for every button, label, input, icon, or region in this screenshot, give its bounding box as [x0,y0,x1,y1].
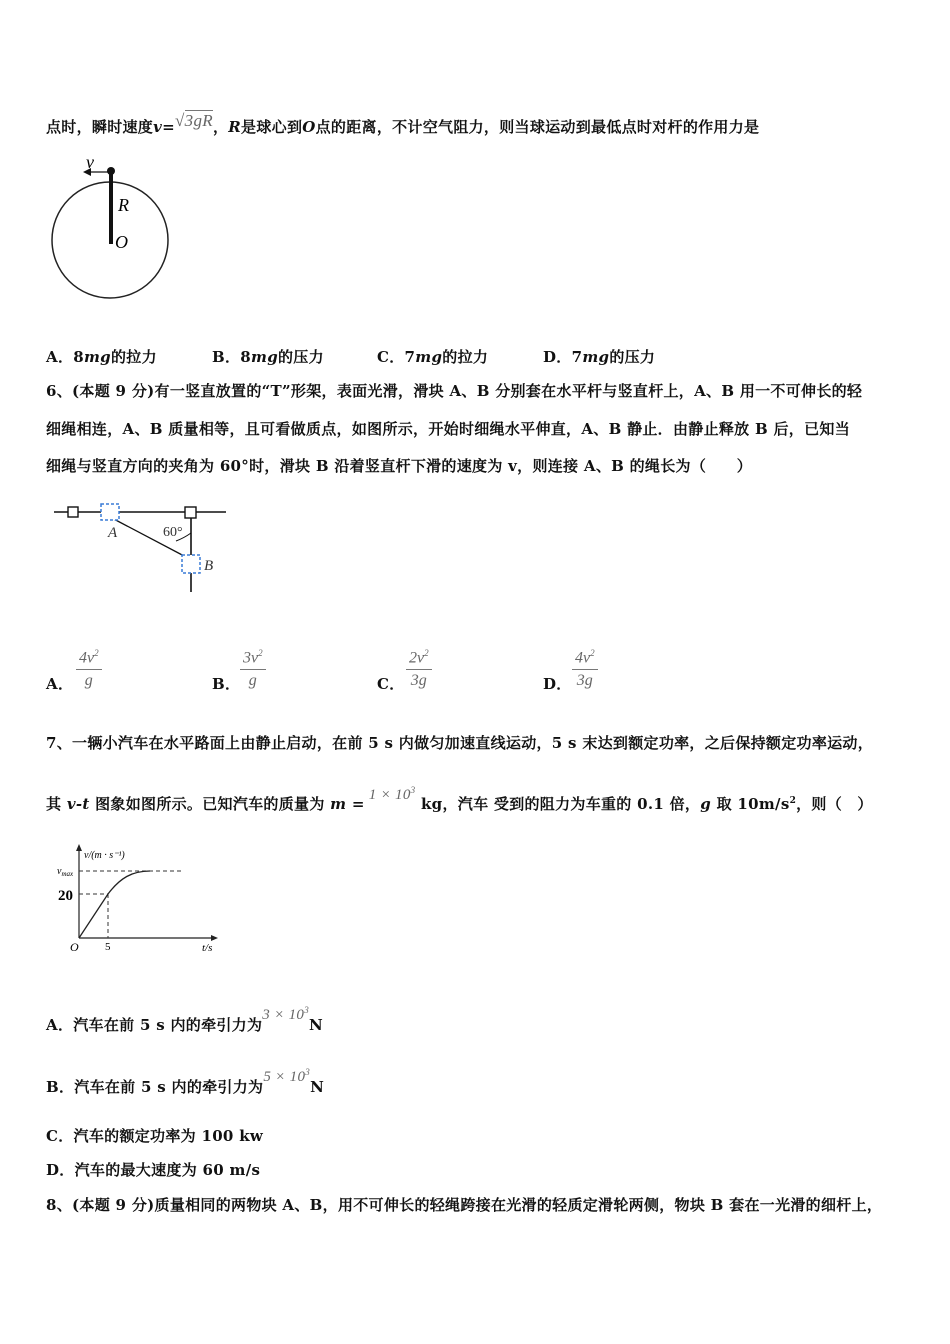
optB-value: $5 \times 10^3$ [263,1067,311,1085]
q8-stem-line1: 8、(本题 9 分)质量相同的两物块 A、B，用不可伸长的轻绳跨接在光滑的轻质定滑轮两侧，物块 B 套在一光滑的细杆上， [46,1196,883,1214]
q7-option-c[interactable]: C．汽车的额定功率为 100 kw [46,1127,264,1145]
vmax-label: $v_{max}$ [57,866,74,878]
q6-option-b-letter[interactable]: B． [212,675,241,693]
label-b: B [204,558,214,574]
q6-option-a-letter[interactable]: A． [46,675,74,693]
label-a: A [108,525,118,541]
q6-t-frame-figure [50,495,240,595]
q6-option-b-fraction: $\frac{3v^2}{g}$ [240,648,266,690]
pin-left [68,507,78,517]
q7-option-b[interactable]: B．汽车在前 5 s 内的牵引力为$5 \times 10^3N$ [46,1067,325,1096]
x-tick-5: 5 [105,941,111,953]
q6-option-d-letter[interactable]: D． [543,675,572,693]
q5-option-d[interactable]: D．7mg的压力 [543,348,656,366]
q5-option-b[interactable]: B．8mg的压力 [212,348,324,366]
pin-top [185,507,196,518]
slider-b [182,555,200,573]
y-axis-label: v/(m · s⁻¹) [84,850,125,861]
fig-v-label: v [86,152,94,172]
y-tick-20: 20 [58,888,73,904]
ball [107,167,115,175]
power-curve [108,871,150,894]
x-axis-arrow [211,935,218,941]
optA-value: $3 \times 10^3$ [262,1005,310,1023]
q6-option-a-fraction: $\frac{4v^2}{g}$ [76,648,102,690]
q6-stem-line1: 6、(本题 9 分)有一竖直放置的“T”形架，表面光滑，滑块 A、B 分别套在水平杆与竖直杆上，A、B 用一不可伸长的轻 [46,382,863,400]
q5-option-c[interactable]: C．7mg的拉力 [377,348,489,366]
q5-option-a[interactable]: A．8mg的拉力 [46,348,157,366]
slider-a [101,504,119,520]
accel-segment [79,894,108,938]
q5-circle-figure [44,150,184,315]
origin-label: O [70,940,79,954]
q6-option-d-fraction: $\frac{4v^2}{3g}$ [572,648,598,690]
x-axis-label: t/s [202,942,213,954]
fig-o-label: O [115,232,128,252]
q5-stem-line: 点时，瞬时速度v=√3gR，R是球心到O点的距离，不计空气阻力，则当球运动到最低点时对杆的作用力是 [46,111,760,136]
q6-option-c-letter[interactable]: C． [377,675,405,693]
q7-option-d[interactable]: D．汽车的最大速度为 60 m/s [46,1161,261,1179]
fig-r-label: R [118,195,129,215]
q7-stem-line1: 7、一辆小汽车在水平路面上由静止启动，在前 5 s 内做匀加速直线运动，5 s 末达到额定功率，之后保持额定功率运动， [46,734,874,752]
label-angle: 60° [163,525,183,540]
q6-option-c-fraction: $\frac{2v^2}{3g}$ [406,648,432,690]
mass-value: $1 \times 10^3$ [368,785,416,803]
q7-stem-line2: 其 v-t 图象如图所示。已知汽车的质量为 $m = 1 \times 10^3$ kg，汽车 受到的阻力为车重的 0.1 倍，g 取 $10m/s^2$，则（ ） [46,785,873,813]
sqrt-expression: √3gR [175,111,213,130]
q7-vt-graph [52,838,227,958]
q6-stem-line3: 细绳与竖直方向的夹角为 60°时，滑块 B 沿着竖直杆下滑的速度为 v，则连接 A、B 的绳长为（ ） [46,457,753,475]
q6-stem-line2: 细绳相连，A、B 质量相等，且可看做质点，如图所示，开始时细绳水平伸直，A、B 静止．由静止释放 B 后，已知当 [46,420,851,438]
y-axis-arrow [76,844,82,851]
q7-option-a[interactable]: A．汽车在前 5 s 内的牵引力为$3 \times 10^3N$ [46,1005,324,1034]
